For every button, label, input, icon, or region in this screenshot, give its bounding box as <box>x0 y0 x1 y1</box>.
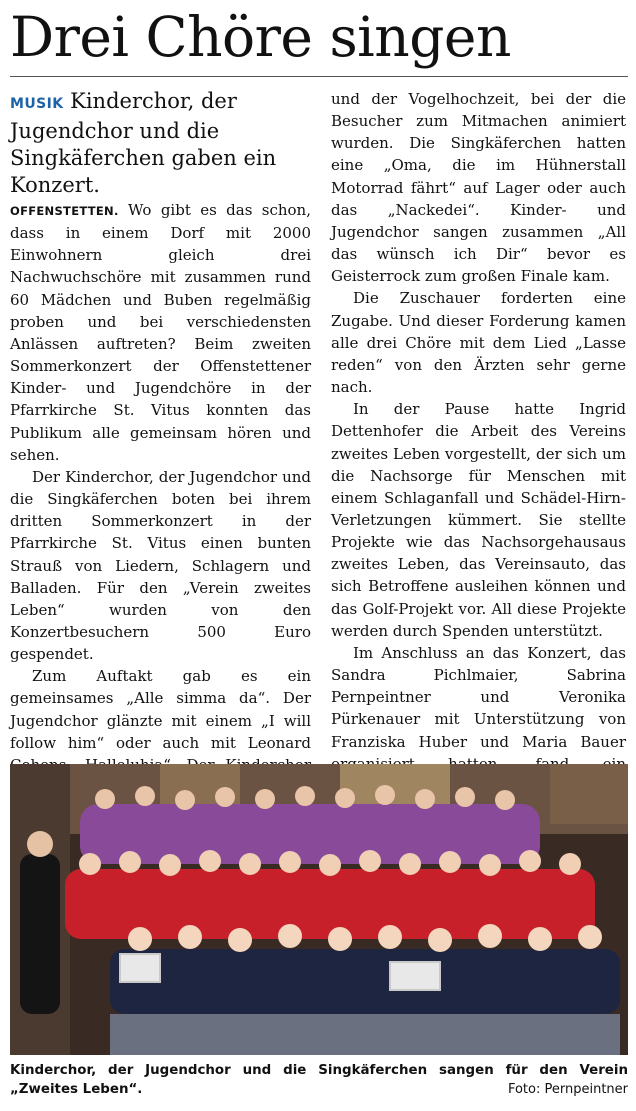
paragraph: Zum Auftakt gab es ein gemeinsames „Alle simma da“. Der Jugendchor glänzte mit einem „I will follow him“ oder auch mit Leonard <box>10 667 311 752</box>
teaser <box>10 88 311 199</box>
article-column-right <box>331 88 626 819</box>
paragraph-text: Wo gibt es das schon, dass in einem Dorf mit 2000 Einwohnern gleich drei Nachwuchschöre mit zusammen rund 60 Mädchen und Buben regelmäßig proben und bei verschiedensten Anlässen auftreten? Beim zweiten Sommerkonzert der Offenstettener Kinder- und Jugendchöre in der Pfarrkirche St. Vitus konnten das Publikum alle gemeinsam hören und sehen. <box>10 201 311 464</box>
teaser-text: Kinderchor, der Jugendchor und die Singkäferchen gaben ein Konzert. <box>10 89 277 197</box>
photo-credit: Foto: Pernpeintner <box>507 1082 628 1097</box>
headline-rule <box>10 76 628 77</box>
article-column-left <box>10 88 311 843</box>
choir-photo-illustration <box>10 764 628 1055</box>
kicker-label: MUSIK <box>10 96 64 112</box>
dateline: OFFENSTETTEN. <box>10 204 119 218</box>
photo-caption: Kinderchor, der Jugendchor und die Singkäferchen sangen für den Verein „Zweites Leben“. <box>10 1063 628 1097</box>
paragraph: und der Vogelhochzeit, bei der die Besucher zum Mitmachen animiert wurden. Die Singkäferchen hatten eine „Oma, die im Hühnerstall Motorrad fährt“ auf Lager oder auch das „Nackedei“. Kinder- und Jugendchor sangen zusammen „All das wünsch ich Dir“ bevor es Geisterrock zum großen Finale kam. <box>331 90 626 286</box>
headline: Drei Chöre singen <box>10 5 511 69</box>
paragraph: Im Anschluss an das Konzert, das Sandra Pichlmaier, Sabrina Pernpeintner und Veronika Pürkenauer mit Unterstützung von Franziska Huber und Maria Bauer <box>331 643 626 751</box>
paragraph: Die Zuschauer forderten eine Zugabe. Und dieser Forderung kamen alle drei Chöre mit dem Lied „Lasse reden“ von den Ärzten sehr gerne nach. <box>331 289 626 397</box>
paragraph: Der Kinderchor, der Jugendchor und die Singkäferchen boten bei ihrem dritten Sommerkonzert in der Pfarrkirche St. Vitus einen bunten Strauß von Liedern, Schlagern und Balladen. Für den „Verein zweites Leben“ wurden von den Konzertbesuchern 500 Euro gespendet. <box>10 467 311 664</box>
paragraph <box>10 199 311 466</box>
paragraph: In der Pause hatte Ingrid Dettenhofer die Arbeit des Vereins zweites Leben vorgestellt, der sich um die Nachsorge für Menschen mit einem Schlaganfall und Schädel-Hirn-Verletzungen kümmert. Sie stellte Projekte wie das Nachsorgehausaus zweites Leben, das Vereinsauto, das sich Betroffene ausleihen können und das Golf-Projekt vor. All diese Projekte werden durch Spenden unterstützt. <box>331 400 626 640</box>
choir-photo <box>10 764 628 1055</box>
